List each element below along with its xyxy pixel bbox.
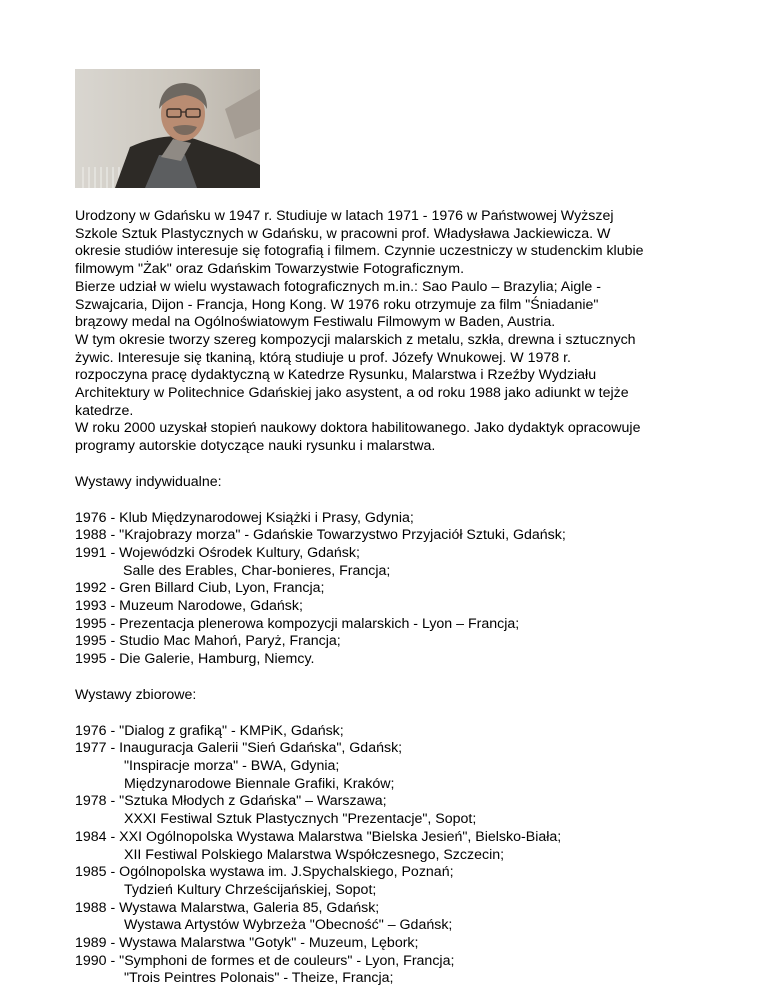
biography-text [75, 208, 715, 988]
list-item: 1995 - Die Galerie, Hamburg, Niemcy. [75, 651, 315, 668]
list-item: 1990 - "Symphoni de formes et de couleurs" - Lyon, Francja; [75, 952, 455, 969]
bio-line: filmowym "Żak" oraz Gdańskim Towarzystwie Fotograficznym. [75, 261, 465, 278]
bio-line: katedrze. [75, 402, 134, 419]
list-item: "Trois Peintres Polonais" - Theize, Francja; [124, 970, 394, 987]
list-item: 1977 - Inauguracja Galerii "Sień Gdańska", Gdańsk; [75, 740, 403, 757]
list-item: 1991 - Wojewódzki Ośrodek Kultury, Gdańsk; [75, 544, 360, 561]
list-item: 1985 - Ogólnopolska wystawa im. J.Spychalskiego, Poznań; [75, 864, 454, 881]
list-item: XXXI Festiwal Sztuk Plastycznych "Prezentacje", Sopot; [124, 811, 477, 828]
list-item: Tydzień Kultury Chrześcijańskiej, Sopot; [124, 881, 377, 898]
list-item: Wystawa Artystów Wybrzeża "Obecność" – Gdańsk; [124, 917, 453, 934]
bio-line: okresie studiów interesuje się fotografią i filmem. Czynnie uczestniczy w studenckim klubie [75, 243, 644, 260]
list-item: "Inspiracje morza" - BWA, Gdynia; [124, 757, 340, 774]
bio-line: rozpoczyna pracę dydaktyczną w Katedrze Rysunku, Malarstwa i Rzeźby Wydziału [75, 367, 597, 384]
bio-line: programy autorskie dotyczące nauki rysunku i malarstwa. [75, 438, 436, 455]
bio-line: Architektury w Politechnice Gdańskiej jako asystent, a od roku 1988 jako adiunkt w tejże [75, 385, 629, 402]
bio-line: W roku 2000 uzyskał stopień naukowy doktora habilitowanego. Jako dydaktyk opracowuje [75, 420, 641, 437]
bio-paragraph [75, 208, 715, 456]
bio-line: W tym okresie tworzy szereg kompozycji malarskich z metalu, szkła, drewna i sztucznych [75, 331, 636, 348]
list-item: 1992 - Gren Billard Ciub, Lyon, Francja; [75, 580, 325, 597]
bio-line: Szkole Sztuk Plastycznych w Gdańsku, w pracowni prof. Władysława Jackiewicza. W [75, 225, 611, 242]
list-item: 1989 - Wystawa Malarstwa "Gotyk" - Muzeum, Lębork; [75, 935, 419, 952]
portrait-photo [75, 69, 260, 188]
list-item: 1995 - Prezentacja plenerowa kompozycji malarskich - Lyon – Francja; [75, 615, 520, 632]
list-item: 1976 - Klub Międzynarodowej Książki i Prasy, Gdynia; [75, 509, 414, 526]
list-item: Międzynarodowe Biennale Grafiki, Kraków; [124, 775, 395, 792]
solo-exhibitions-list [75, 510, 715, 669]
list-item: 1995 - Studio Mac Mahoń, Paryż, Francja; [75, 633, 341, 650]
list-item: 1984 - XXI Ogólnopolska Wystawa Malarstwa "Bielska Jesień", Bielsko-Biała; [75, 828, 562, 845]
list-item: 1988 - "Krajobrazy morza" - Gdańskie Towarzystwo Przyjaciół Sztuki, Gdańsk; [75, 527, 566, 544]
bio-line: brązowy medal na Ogólnoświatowym Festiwalu Filmowym w Baden, Austria. [75, 314, 556, 331]
solo-exhibitions-heading: Wystawy indywidualne: [75, 473, 222, 490]
bio-line: Bierze udział w wielu wystawach fotograficznych m.in.: Sao Paulo – Brazylia; Aigle - [75, 278, 601, 295]
list-item: 1993 - Muzeum Narodowe, Gdańsk; [75, 598, 303, 615]
bio-line: Szwajcaria, Dijon - Francja, Hong Kong. W 1976 roku otrzymuje za film "Śniadanie" [75, 296, 599, 313]
list-item: XII Festiwal Polskiego Malarstwa Współczesnego, Szczecin; [124, 846, 505, 863]
list-item: Salle des Erables, Char-bonieres, Francja; [123, 562, 391, 579]
group-exhibitions-heading: Wystawy zbiorowe: [75, 686, 197, 703]
list-item: 1978 - "Sztuka Młodych z Gdańska" – Warszawa; [75, 793, 387, 810]
group-exhibitions-list [75, 723, 715, 989]
bio-line: Urodzony w Gdańsku w 1947 r. Studiuje w latach 1971 - 1976 w Państwowej Wyższej [75, 208, 614, 224]
list-item: 1988 - Wystawa Malarstwa, Galeria 85, Gdańsk; [75, 899, 380, 916]
bio-line: żywic. Interesuje się tkaniną, którą studiuje u prof. Józefy Wnukowej. W 1978 r. [75, 349, 572, 366]
list-item: 1976 - "Dialog z grafiką" - KMPiK, Gdańsk; [75, 722, 344, 739]
